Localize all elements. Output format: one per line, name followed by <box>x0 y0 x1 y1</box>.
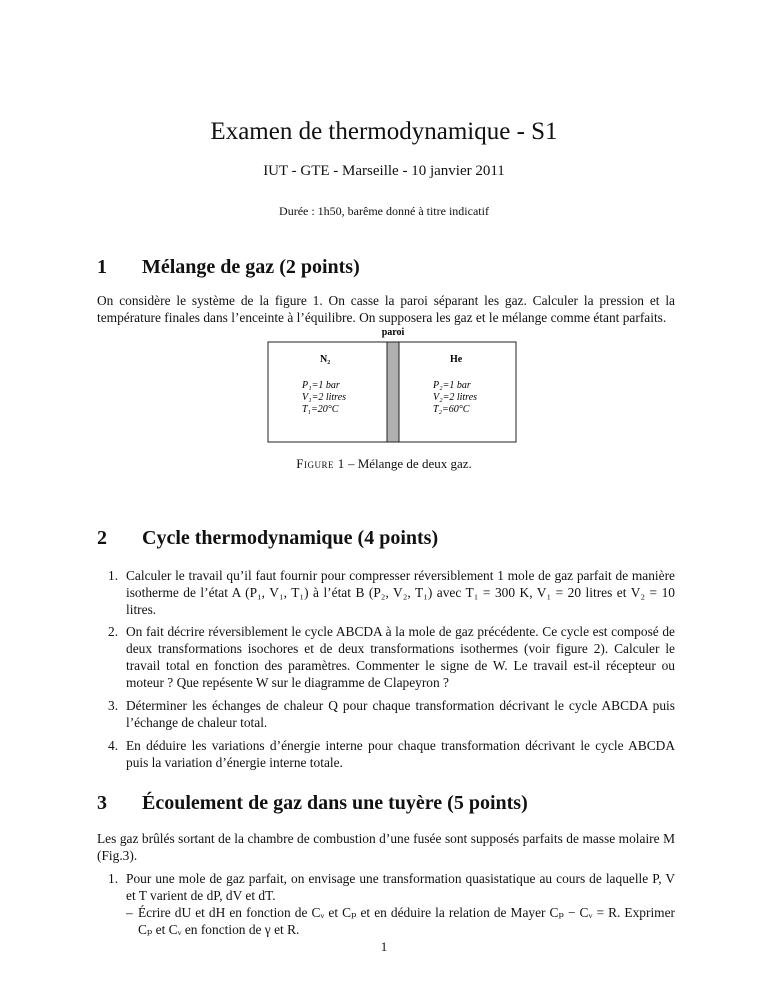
figure-1-caption-text: – Mélange de deux gaz. <box>344 456 472 471</box>
section-2-number: 2 <box>97 527 107 549</box>
section-1-number: 1 <box>97 256 107 278</box>
item-text: Calculer le travail qu’il faut fournir pour compresser réversiblement 1 mole de gaz parfait de manière isotherme de l’état A (P₁, V₁, T₁) à l’état B (P₂, V₂, T₁) avec T₁ = 300 K, V₁ = 20 litres et V₂ = 10 litres. <box>126 568 675 617</box>
section-3-title: Écoulement de gaz dans une tuyère (5 points) <box>142 792 528 814</box>
figure-right-t: T₂=60°C <box>433 404 470 415</box>
item-number: 1. <box>108 568 119 583</box>
figure-left-gas: N₂ <box>320 354 331 365</box>
exam-subtitle: IUT - GTE - Marseille - 10 janvier 2011 <box>263 163 505 179</box>
subitem-text: Écrire dU et dH en fonction de Cᵥ et Cₚ et en déduire la relation de Mayer Cₚ − Cᵥ = R. Exprimer Cₚ et Cᵥ en fonction de γ et R. <box>138 905 675 937</box>
section-1-text: On considère le système de la figure 1. On casse la paroi séparant les gaz. Calculer la pression et la température finales dans l’enceinte à l’équilibre. On supposera les gaz et le mélange comme étant parfaits. <box>97 293 675 325</box>
figure-wall-label: paroi <box>381 327 405 338</box>
section-1-title: Mélange de gaz (2 points) <box>142 256 360 278</box>
figure-right-gas: He <box>450 354 463 365</box>
page-number: 1 <box>380 939 388 954</box>
item-number: 4. <box>108 738 119 753</box>
section-2-heading <box>97 527 438 550</box>
figure-right-p: P₂=1 bar <box>433 380 471 391</box>
subitem-dash: – <box>126 905 133 920</box>
section-3-subitem <box>126 904 675 938</box>
item-text: On fait décrire réversiblement le cycle ABCDA à la mole de gaz précédente. Ce cycle est composé de deux transformations isochores et de deux transformations isothermes (voir figure 2). Calculer le travail total en fonction des paramètres. Commenter le signe de W. Le travail est-il récepteur ou moteur ? Que repésente W sur le diagramme de Clapeyron ? <box>126 624 675 690</box>
section-2-item <box>97 737 675 771</box>
item-text: Déterminer les échanges de chaleur Q pour chaque transformation décrivant le cycle ABCDA puis l’échange de chaleur total. <box>126 698 675 730</box>
item-number: 2. <box>108 624 119 639</box>
section-3-heading <box>97 792 528 815</box>
item-number: 3. <box>108 698 119 713</box>
figure-1-gas-mixing <box>0 0 768 450</box>
section-2-item <box>97 567 675 618</box>
section-3-number: 3 <box>97 792 107 814</box>
figure-right-v: V₂=2 litres <box>433 392 478 403</box>
section-3-item <box>97 870 675 904</box>
section-2-title: Cycle thermodynamique (4 points) <box>142 527 439 549</box>
section-2-item <box>97 623 675 691</box>
figure-1-caption-label: Figure 1 <box>296 456 345 471</box>
figure-1-caption <box>0 456 768 472</box>
figure-left-v: V₁=2 litres <box>302 392 347 403</box>
item-text: En déduire les variations d’énergie interne pour chaque transformation décrivant le cycle ABCDA puis la variation d’énergie interne totale. <box>126 738 675 770</box>
section-2-item <box>97 697 675 731</box>
figure-left-p: P₁=1 bar <box>302 380 340 391</box>
figure-left-t: T₁=20°C <box>302 404 339 415</box>
section-3-text: Les gaz brûlés sortant de la chambre de combustion d’une fusée sont supposés parfaits de masse molaire M (Fig.3). <box>97 831 675 863</box>
item-number: 1. <box>108 871 119 886</box>
item-text: Pour une mole de gaz parfait, on envisage une transformation quasistatique au cours de laquelle P, V et T varient de dP, dV et dT. <box>126 871 675 903</box>
exam-duration: Durée : 1h50, barême donné à titre indicatif <box>279 204 489 218</box>
exam-title: Examen de thermodynamique - S1 <box>210 118 558 145</box>
figure-wall <box>387 342 399 442</box>
